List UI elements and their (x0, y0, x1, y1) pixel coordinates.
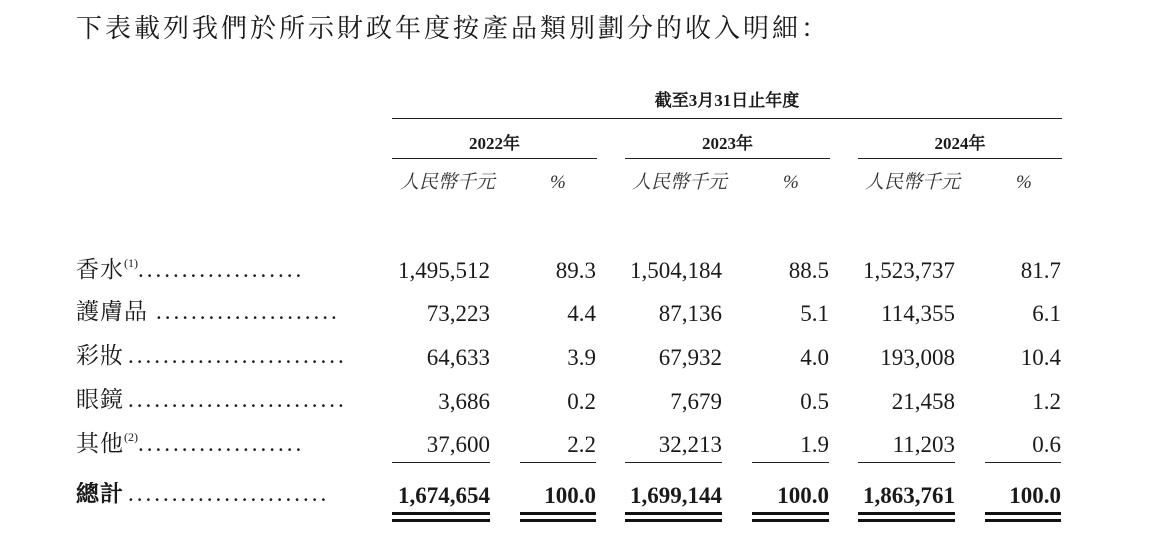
double-rule (625, 519, 722, 525)
unit-pct-2024: % (1016, 172, 1032, 193)
total-cell: 1,674,654 (398, 483, 490, 508)
value-cell: 0.2 (567, 389, 596, 414)
value-cell: 7,679 (670, 389, 722, 414)
unit-amount-2023: 人民幣千元 (632, 172, 728, 193)
total-cell: 100.0 (1009, 483, 1061, 508)
value-cell: 10.4 (1020, 345, 1061, 370)
sum-rule (985, 462, 1061, 463)
value-cell: 11,203 (892, 432, 955, 457)
value-cell: 193,008 (880, 345, 955, 370)
double-rule (985, 512, 1061, 518)
double-rule (858, 512, 955, 518)
sum-rule (520, 462, 596, 463)
sum-rule (752, 462, 829, 463)
value-cell: 1,523,737 (863, 258, 955, 283)
row-label-perfume: 香水$^{(1)}$................... (76, 257, 305, 281)
value-cell: 64,633 (426, 345, 490, 370)
year-header-2022: 2022年 (469, 134, 520, 153)
value-cell: 37,600 (426, 432, 490, 457)
value-cell: 1,495,512 (398, 258, 490, 283)
row-label-makeup: 彩妝 ......................... (76, 344, 347, 367)
value-cell: 4.0 (800, 345, 829, 370)
total-cell: 100.0 (777, 483, 829, 508)
value-cell: 32,213 (658, 432, 722, 457)
row-label-total: 總計 ....................... (76, 482, 330, 505)
unit-amount-2024: 人民幣千元 (865, 172, 961, 193)
row-label-skincare: 護膚品 ..................... (76, 300, 340, 323)
value-cell: 1.2 (1032, 389, 1061, 414)
value-cell: 21,458 (891, 389, 955, 414)
double-rule (520, 512, 596, 518)
value-cell: 2.2 (567, 432, 596, 457)
value-cell: 1,504,184 (630, 258, 722, 283)
unit-pct-2023: % (783, 172, 799, 193)
double-rule (752, 519, 829, 525)
value-cell: 5.1 (800, 301, 829, 326)
total-cell: 100.0 (544, 483, 596, 508)
value-cell: 88.5 (788, 258, 829, 283)
year-header-2023: 2023年 (702, 134, 753, 153)
year-rule-2023 (625, 158, 830, 159)
value-cell: 3,686 (438, 389, 490, 414)
year-header-2024: 2024年 (934, 134, 986, 153)
double-rule (520, 519, 596, 525)
year-rule-2022 (392, 158, 597, 159)
sum-rule (858, 462, 955, 463)
intro-text: 下表載列我們於所示財政年度按產品類別劃分的收入明細： (76, 14, 831, 43)
row-label-others: 其他$^{(2)}$................... (76, 431, 305, 455)
value-cell: 73,223 (426, 301, 490, 326)
double-rule (858, 519, 955, 525)
value-cell: 89.3 (555, 258, 596, 283)
value-cell: 87,136 (658, 301, 722, 326)
total-cell: 1,863,761 (863, 483, 955, 508)
sum-rule (625, 462, 722, 463)
unit-amount-2022: 人民幣千元 (400, 172, 496, 193)
double-rule (985, 519, 1061, 525)
value-cell: 67,932 (658, 345, 722, 370)
value-cell: 0.6 (1032, 432, 1061, 457)
value-cell: 1.9 (800, 432, 829, 457)
value-cell: 6.1 (1032, 301, 1061, 326)
value-cell: 114,355 (881, 301, 955, 326)
double-rule (752, 512, 829, 518)
double-rule (392, 519, 490, 525)
sum-rule (392, 462, 490, 463)
double-rule (625, 512, 722, 518)
period-rule (392, 118, 1062, 119)
unit-pct-2022: % (550, 172, 566, 193)
period-header: 截至3月31日止年度 (654, 91, 800, 110)
value-cell: 3.9 (567, 345, 596, 370)
row-label-eyewear: 眼鏡 ......................... (76, 388, 347, 411)
value-cell: 0.5 (800, 389, 829, 414)
total-cell: 1,699,144 (630, 483, 722, 508)
double-rule (392, 512, 490, 518)
year-rule-2024 (858, 158, 1062, 159)
value-cell: 4.4 (567, 301, 596, 326)
value-cell: 81.7 (1020, 258, 1061, 283)
